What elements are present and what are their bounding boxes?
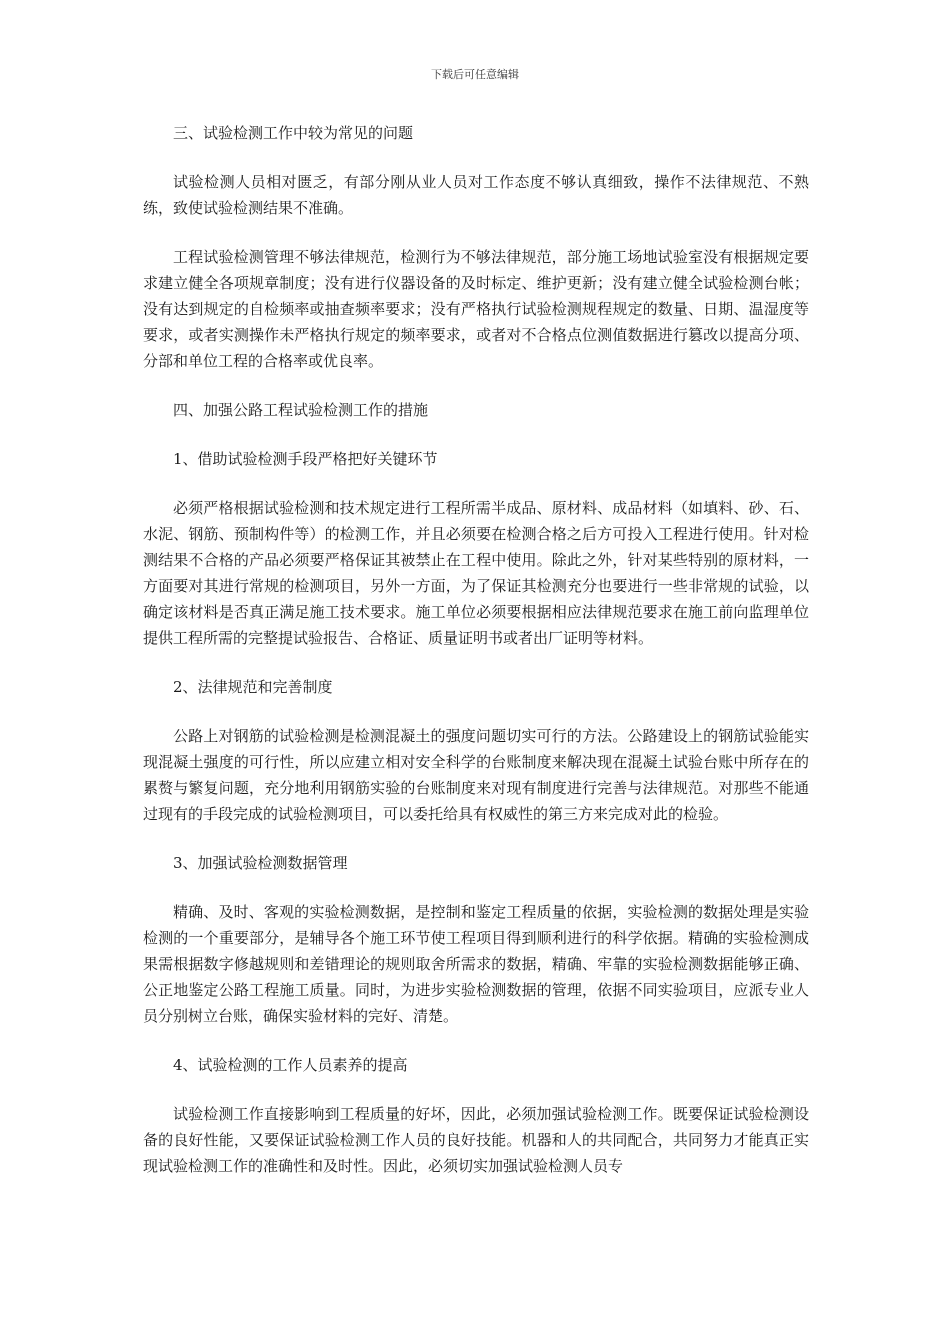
section-heading: 四、加强公路工程试验检测工作的措施 (173, 401, 429, 419)
subsection-heading: 1、借助试验检测手段严格把好关键环节 (173, 450, 438, 468)
page-header: 下载后可任意编辑 (431, 68, 519, 81)
paragraph: 试验检测人员相对匮乏，有部分刚从业人员对工作态度不够认真细致，操作不法律规范、不熟练，致使试验检测结果不准确。 (143, 173, 809, 217)
document-body (143, 120, 809, 1202)
paragraph: 试验检测工作直接影响到工程质量的好坏，因此，必须加强试验检测工作。既要保证试验检测设备的良好性能，又要保证试验检测工作人员的良好技能。机器和人的共同配合，共同努力才能真正实现试验检测工作的准确性和及时性。因此，必须切实加强试验检测人员专 (143, 1105, 809, 1175)
subsection-heading: 3、加强试验检测数据管理 (173, 854, 348, 872)
paragraph: 公路上对钢筋的试验检测是检测混凝土的强度问题切实可行的方法。公路建设上的钢筋试验能实现混凝土强度的可行性，所以应建立相对安全科学的台账制度来解决现在混凝土试验台账中所存在的累赘与繁复问题，充分地利用钢筋实验的台账制度来对现有制度进行完善与法律规范。对那些不能通过现有的手段完成的试验检测项目，可以委托给具有权威性的第三方来完成对此的检验。 (143, 727, 809, 823)
paragraph: 精确、及时、客观的实验检测数据，是控制和鉴定工程质量的依据，实验检测的数据处理是实验检测的一个重要部分，是辅导各个施工环节使工程项目得到顺利进行的科学依据。精确的实验检测成果需根据数字修越规则和差错理论的规则取舍所需求的数据，精确、牢靠的实验检测数据能够正确、公正地鉴定公路工程施工质量。同时，为进步实验检测数据的管理，依据不同实验项目，应派专业人员分别树立台账，确保实验材料的完好、清楚。 (143, 903, 809, 1025)
paragraph: 必须严格根据试验检测和技术规定进行工程所需半成品、原材料、成品材料（如填料、砂、石、水泥、钢筋、预制构件等）的检测工作，并且必须要在检测合格之后方可投入工程进行使用。针对检测结果不合格的产品必须要严格保证其被禁止在工程中使用。除此之外，针对某些特别的原材料，一方面要对其进行常规的检测项目，另外一方面，为了保证其检测充分也要进行一些非常规的试验，以确定该材料是否真正满足施工技术要求。施工单位必须要根据相应法律规范要求在施工前向监理单位提供工程所需的完整提试验报告、合格证、质量证明书或者出厂证明等材料。 (143, 499, 809, 647)
subsection-heading: 2、法律规范和完善制度 (173, 678, 333, 696)
paragraph: 工程试验检测管理不够法律规范，检测行为不够法律规范，部分施工场地试验室没有根据规定要求建立健全各项规章制度；没有进行仪器设备的及时标定、维护更新；没有建立健全试验检测台帐；没有达到规定的自检频率或抽查频率要求；没有严格执行试验检测规程规定的数量、日期、温湿度等要求，或者实测操作未严格执行规定的频率要求，或者对不合格点位测值数据进行篡改以提高分项、分部和单位工程的合格率或优良率。 (143, 248, 809, 370)
section-heading: 三、试验检测工作中较为常见的问题 (173, 124, 414, 142)
subsection-heading: 4、试验检测的工作人员素养的提高 (173, 1056, 408, 1074)
